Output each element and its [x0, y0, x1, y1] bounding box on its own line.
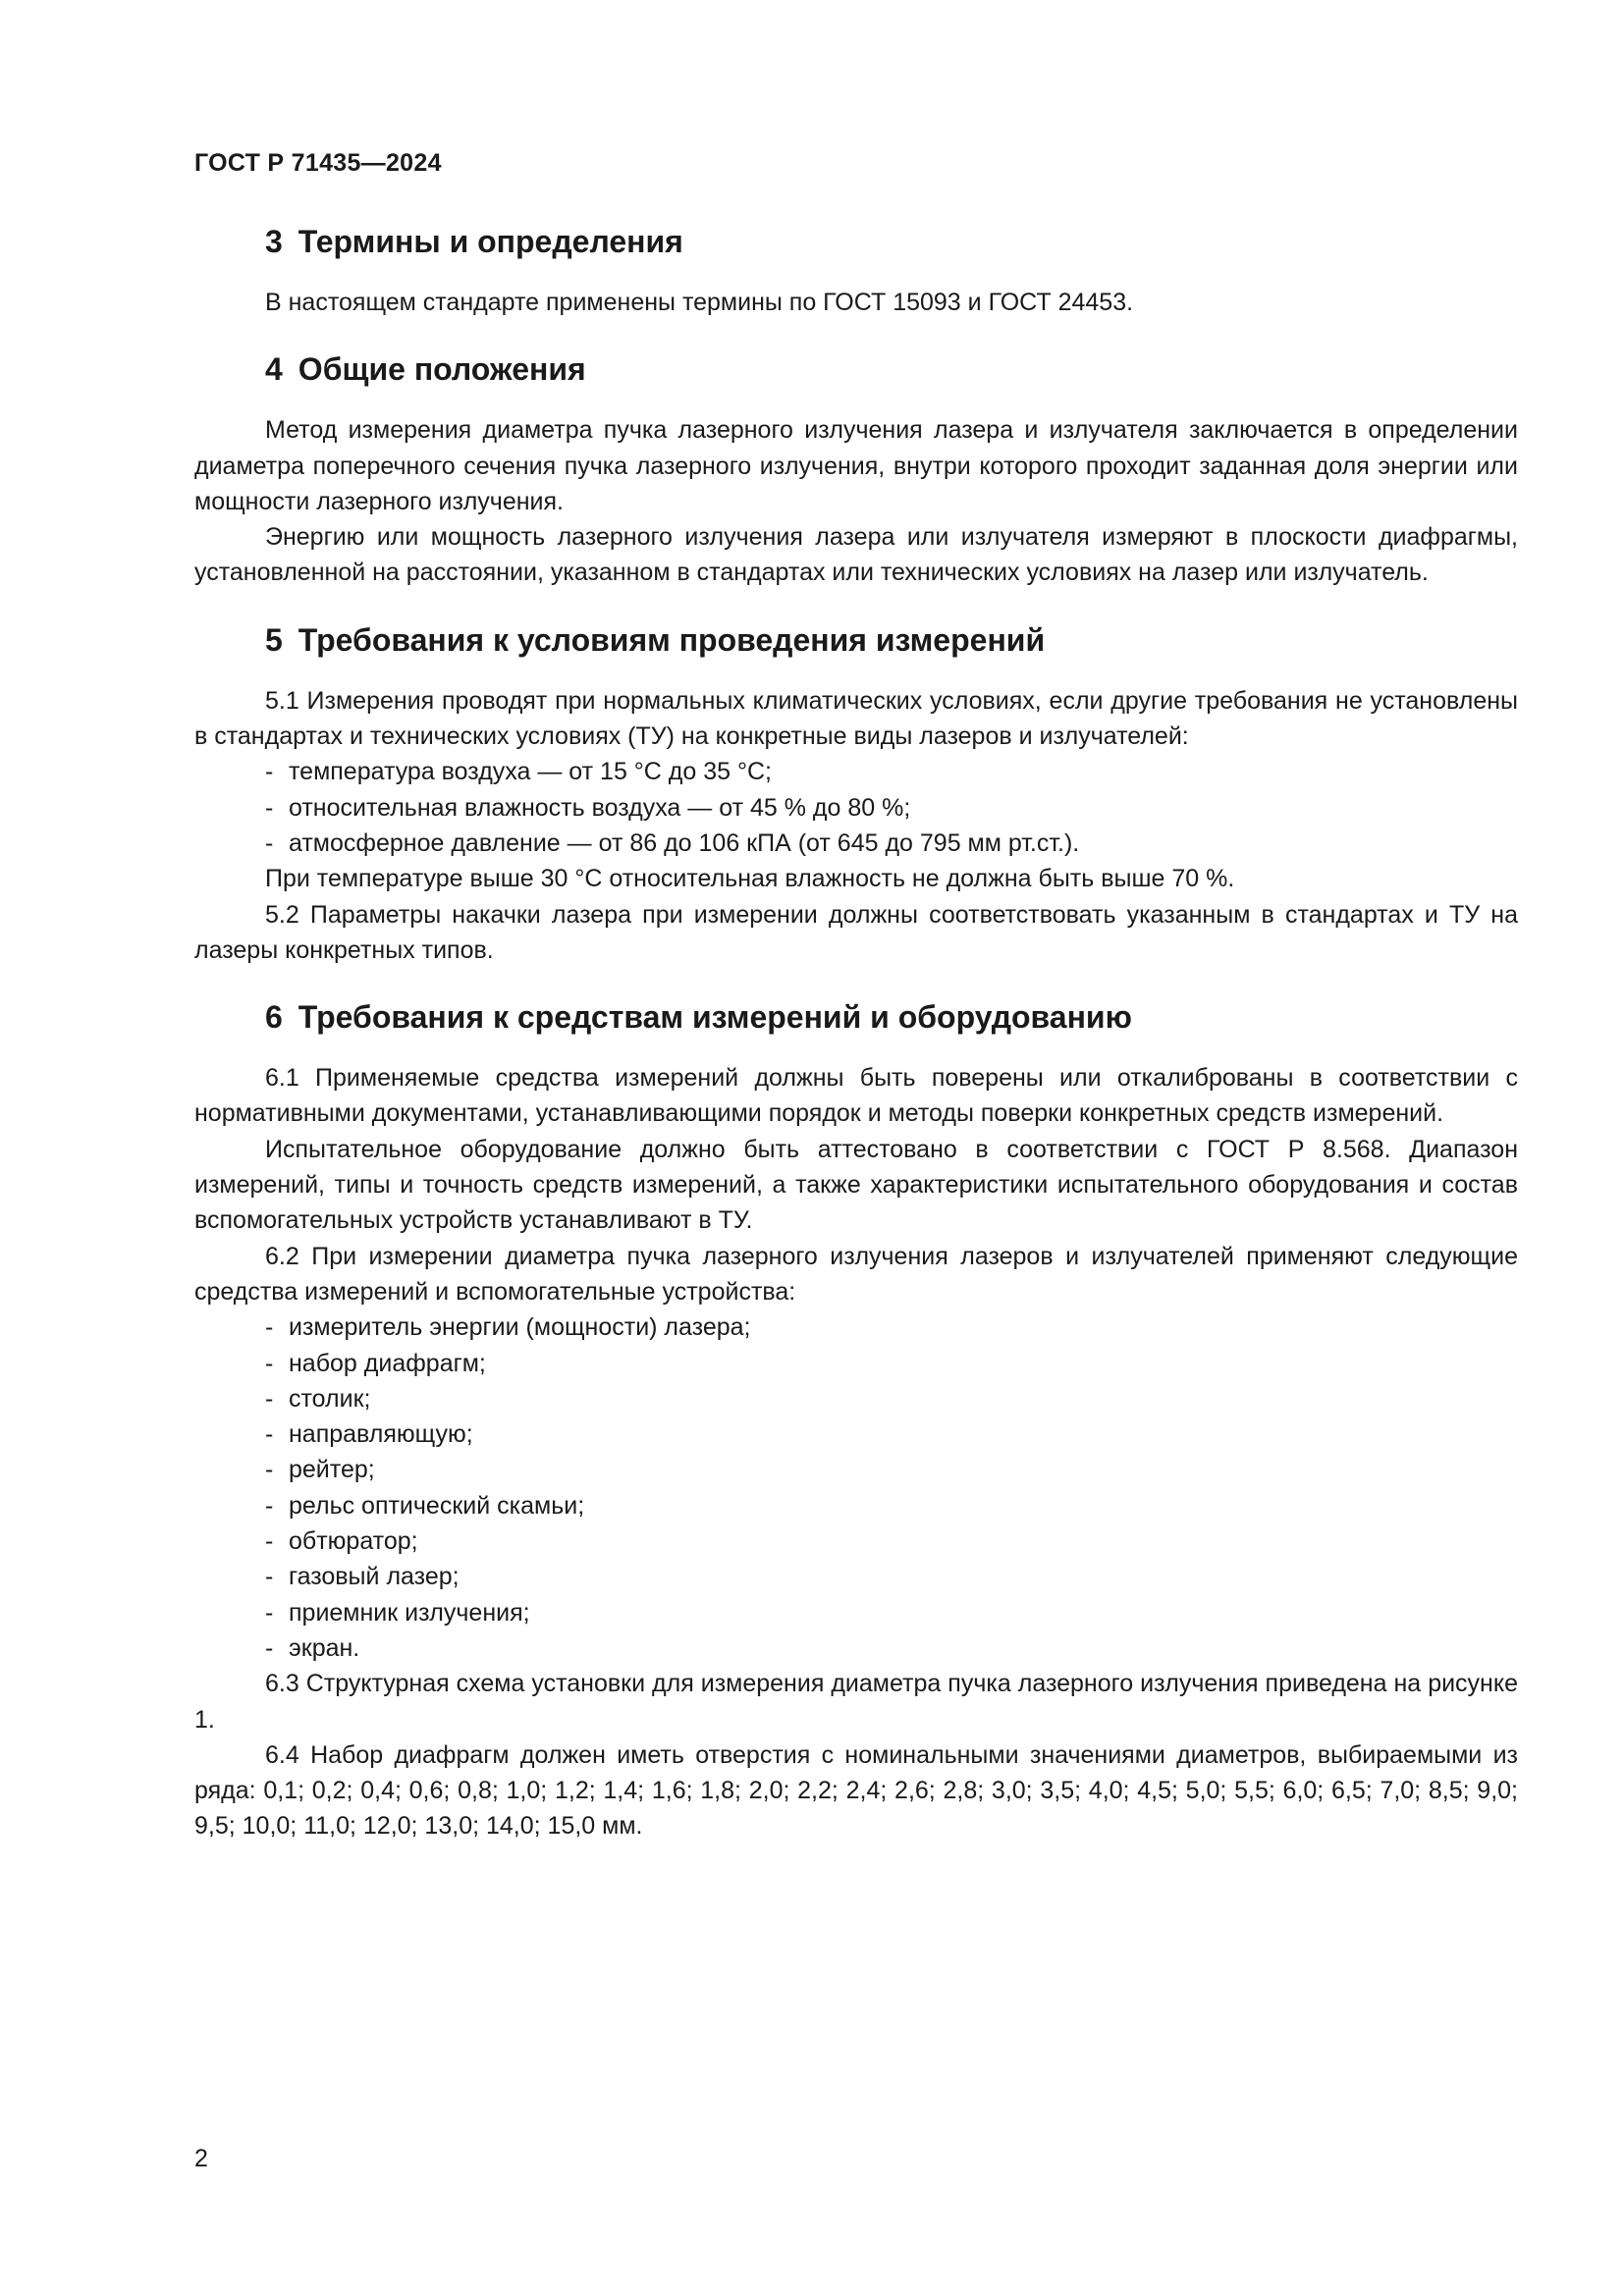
section-number: 6 [265, 999, 283, 1036]
section-5-heading [194, 620, 1518, 660]
paragraph: Испытательное оборудование должно быть аттестовано в соответствии с ГОСТ Р 8.568. Диапазон измерений, типы и точность средств измерений, а также характеристики испытательного оборудования и состав вспомогательных устройств устанавливают в ТУ. [194, 1135, 1518, 1235]
paragraph: Метод измерения диаметра пучка лазерного излучения лазера и излучателя заключается в определении диаметра поперечного сечения пучка лазерного излучения, внутри которого проходит заданная доля энергии или мощности лазерного излучения. [194, 416, 1518, 515]
list-item: - измеритель энергии (мощности) лазера; [194, 1309, 1518, 1345]
page-number: 2 [194, 2145, 208, 2172]
list-item: - экран. [194, 1630, 1518, 1666]
document-code-header: ГОСТ Р 71435—2024 [194, 149, 442, 177]
list-dash: - [265, 1491, 274, 1520]
section-3-heading [194, 222, 1518, 261]
list-dash: - [265, 828, 274, 857]
list-item: - рейтер; [194, 1452, 1518, 1487]
paragraph-6-4: 6.4 Набор диафрагм должен иметь отверстия с номинальными значениями диаметров, выбираемыми из ряда: 0,1; 0,2; 0,4; 0,6; 0,8; 1,0; 1,2; 1,4; 1,6; 1,8; 2,0; 2,2; 2,4; 2,6; 2,8; 3,0; 3,5; 4,0; 4,5; 5,0; 5,5; 6,0; 6,5; 7,0; 8,5; 9,0; 9,5; 10,0; 11,0; 12,0; 13,0; 14,0; 15,0 мм. [194, 1740, 1518, 1841]
section-number: 3 [265, 224, 283, 259]
paragraph-6-2: 6.2 При измерении диаметра пучка лазерного излучения лазеров и излучателей применяют следующие средства измерений и вспомогательные устройства: [194, 1242, 1518, 1306]
list-dash: - [265, 758, 274, 786]
list-item: - газовый лазер; [194, 1559, 1518, 1594]
list-item: - направляющую; [194, 1416, 1518, 1452]
document-body [194, 222, 1518, 1844]
section-number: 5 [265, 621, 283, 658]
paragraph-6-3: 6.3 Структурная схема установки для измерения диаметра пучка лазерного излучения приведена на рисунке 1. [194, 1670, 1518, 1734]
list-item: - относительная влажность воздуха — от 45 % до 80 %; [194, 790, 1518, 826]
paragraph: В настоящем стандарте применены термины по ГОСТ 15093 и ГОСТ 24453. [265, 289, 1134, 316]
paragraph: Энергию или мощность лазерного излучения лазера или излучателя измеряют в плоскости диафрагмы, установленной на расстоянии, указанном в стандартах или технических условиях на лазер или излучатель. [194, 523, 1518, 587]
section-title: Требования к средствам измерений и оборудованию [298, 999, 1132, 1036]
list-item: - температура воздуха — от 15 °С до 35 °С; [194, 754, 1518, 789]
list-item: - атмосферное давление — от 86 до 106 кПА (от 645 до 795 мм рт.ст.). [194, 826, 1518, 861]
section-number: 4 [265, 351, 283, 388]
list-dash: - [265, 1563, 274, 1591]
list-dash: - [265, 1313, 274, 1342]
list-dash: - [265, 793, 274, 822]
paragraph-5-1: 5.1 Измерения проводят при нормальных климатических условиях, если другие требования не установлены в стандартах и технических условиях (ТУ) на конкретные виды лазеров и излучателей: [194, 686, 1518, 751]
list-dash: - [265, 1456, 274, 1484]
paragraph-6-1: 6.1 Применяемые средства измерений должны быть поверены или откалиброваны в соответствии с нормативными документами, устанавливающими порядок и методы поверки конкретных средств измерений. [194, 1064, 1518, 1128]
paragraph-5-2: 5.2 Параметры накачки лазера при измерении должны соответствовать указанным в стандартах и ТУ на лазеры конкретных типов. [194, 900, 1518, 964]
list-dash: - [265, 1527, 274, 1556]
list-dash: - [265, 1349, 274, 1377]
section-4-heading [194, 349, 1518, 389]
list-item: - рельс оптический скамьи; [194, 1488, 1518, 1523]
list-item: - набор диафрагм; [194, 1346, 1518, 1381]
list-dash: - [265, 1598, 274, 1627]
section-6-heading [194, 997, 1518, 1037]
list-item: - приемник излучения; [194, 1595, 1518, 1630]
list-item: - столик; [194, 1381, 1518, 1416]
list-dash: - [265, 1420, 274, 1449]
section-title: Термины и определения [298, 224, 683, 259]
section-title: Общие положения [298, 351, 586, 388]
list-dash: - [265, 1384, 274, 1413]
list-dash: - [265, 1633, 274, 1662]
section-title: Требования к условиям проведения измерений [298, 621, 1046, 658]
paragraph: При температуре выше 30 °С относительная влажность не должна быть выше 70 %. [265, 865, 1235, 893]
list-item: - обтюратор; [194, 1523, 1518, 1559]
